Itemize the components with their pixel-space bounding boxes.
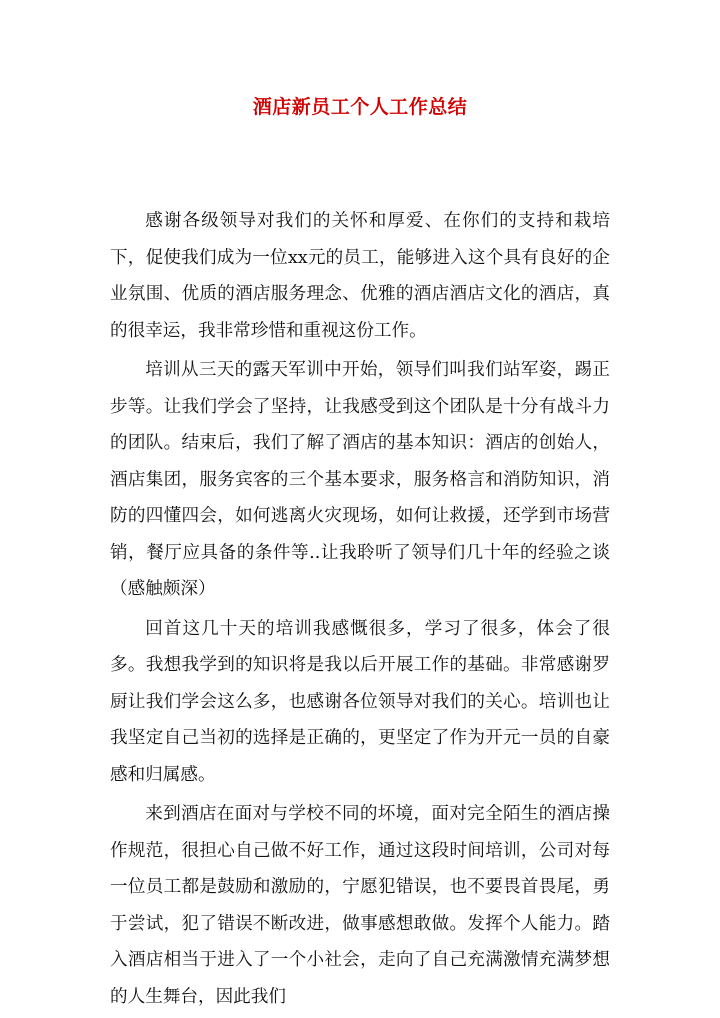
document-body (110, 203, 610, 1018)
document-title: 酒店新员工个人工作总结 (252, 96, 468, 118)
paragraph-4: 来到酒店在面对与学校不同的坏境，面对完全陌生的酒店操作规范，很担心自己做不好工作，通过这段时间培训，公司对每一位员工都是鼓励和激励的，宁愿犯错误，也不要畏首畏尾，勇于尝试，犯了错误不断改进，做事感想敢做。发挥个人能力。踏入酒店相当于进入了一个小社会，走向了自己充满激情充满梦想的人生舞台，因此我们 (110, 804, 610, 1007)
paragraph-3: 回首这几十天的培训我感慨很多，学习了很多，体会了很多。我想我学到的知识将是我以后开展工作的基础。非常感谢罗厨让我们学会这么多，也感谢各位领导对我们的关心。培训也让我坚定自己当初的选择是正确的，更坚定了作为开元一员的自豪感和归属感。 (110, 618, 610, 785)
paragraph-1: 感谢各级领导对我们的关怀和厚爱、在你们的支持和栽培下，促使我们成为一位xx元的员工，能够进入这个具有良好的企业氛围、优质的酒店服务理念、优雅的酒店酒店文化的酒店，真的很幸运，我非常珍惜和重视这份工作。 (110, 211, 610, 341)
paragraph-2: 培训从三天的露天军训中开始，领导们叫我们站军姿，踢正步等。让我们学会了坚持，让我感受到这个团队是十分有战斗力的团队。结束后，我们了解了酒店的基本知识：酒店的创始人，酒店集团，服务宾客的三个基本要求，服务格言和消防知识，消防的四懂四会，如何逃离火灾现场，如何让救援，还学到市场营销，餐厅应具备的条件等..让我聆听了领导们几十年的经验之谈（感触颇深） (110, 360, 610, 599)
